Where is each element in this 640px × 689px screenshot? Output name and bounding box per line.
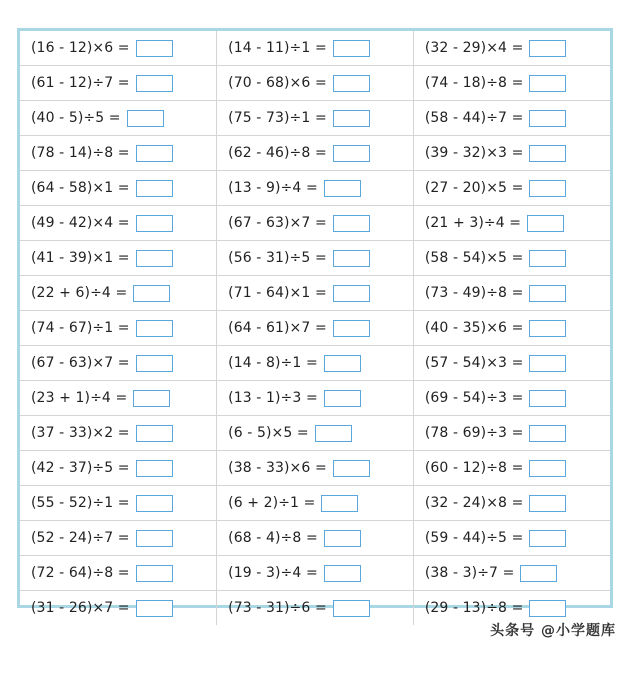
problem-cell (20, 416, 217, 451)
problem-expression: (67 - 63)×7 = (228, 215, 327, 231)
problem-cell (413, 276, 610, 311)
answer-box[interactable] (529, 145, 566, 162)
problem-expression: (70 - 68)×6 = (228, 75, 327, 91)
answer-box[interactable] (529, 600, 566, 617)
problem-cell (413, 346, 610, 381)
problem-cell (20, 451, 217, 486)
answer-box[interactable] (529, 460, 566, 477)
answer-box[interactable] (527, 215, 564, 232)
answer-box[interactable] (333, 460, 370, 477)
answer-box[interactable] (333, 110, 370, 127)
answer-box[interactable] (529, 75, 566, 92)
problem-cell (20, 31, 217, 66)
problem-expression: (32 - 24)×8 = (424, 495, 524, 511)
problem-expression: (56 - 31)÷5 = (228, 250, 327, 266)
problem-cell (217, 171, 414, 206)
answer-box[interactable] (529, 355, 566, 372)
answer-box[interactable] (136, 530, 173, 547)
problem-cell (20, 241, 217, 276)
problem-cell (20, 521, 217, 556)
problem-cell (20, 591, 217, 626)
answer-box[interactable] (333, 75, 370, 92)
answer-box[interactable] (136, 355, 173, 372)
answer-box[interactable] (136, 40, 173, 57)
problem-expression: (61 - 12)÷7 = (31, 75, 130, 91)
problem-expression: (73 - 31)÷6 = (228, 600, 327, 616)
problem-expression: (38 - 3)÷7 = (424, 565, 515, 581)
problem-cell (217, 31, 414, 66)
answer-box[interactable] (136, 565, 173, 582)
answer-box[interactable] (333, 285, 370, 302)
answer-box[interactable] (324, 565, 361, 582)
problem-cell (217, 311, 414, 346)
problem-expression: (41 - 39)×1 = (31, 250, 130, 266)
problem-expression: (78 - 69)÷3 = (424, 425, 524, 441)
problem-cell (217, 346, 414, 381)
problem-row (20, 416, 610, 451)
problem-expression: (13 - 1)÷3 = (228, 390, 318, 406)
problem-row (20, 346, 610, 381)
problem-expression: (67 - 63)×7 = (31, 355, 130, 371)
problem-expression: (23 + 1)÷4 = (31, 390, 128, 406)
answer-box[interactable] (136, 600, 173, 617)
problem-cell (20, 276, 217, 311)
answer-box[interactable] (133, 390, 170, 407)
answer-box[interactable] (324, 390, 361, 407)
problem-row (20, 171, 610, 206)
answer-box[interactable] (136, 425, 173, 442)
answer-box[interactable] (529, 320, 566, 337)
answer-box[interactable] (529, 530, 566, 547)
answer-box[interactable] (136, 145, 173, 162)
problem-row (20, 241, 610, 276)
problem-cell (217, 101, 414, 136)
problem-expression: (74 - 67)÷1 = (31, 320, 130, 336)
problem-cell (217, 416, 414, 451)
problem-cell (413, 136, 610, 171)
problem-row (20, 381, 610, 416)
footer-watermark: 头条号 @小学题库 (490, 623, 616, 639)
problem-cell (217, 241, 414, 276)
answer-box[interactable] (136, 495, 173, 512)
answer-box[interactable] (136, 320, 173, 337)
problem-cell (413, 101, 610, 136)
problem-expression: (6 + 2)÷1 = (228, 495, 316, 511)
problem-cell (413, 171, 610, 206)
problem-row (20, 451, 610, 486)
problem-expression: (73 - 49)÷8 = (424, 285, 524, 301)
problem-expression: (78 - 14)÷8 = (31, 145, 130, 161)
problem-cell (413, 521, 610, 556)
problem-expression: (64 - 61)×7 = (228, 320, 327, 336)
problem-row (20, 31, 610, 66)
problem-expression: (16 - 12)×6 = (31, 40, 130, 56)
problem-expression: (62 - 46)÷8 = (228, 145, 327, 161)
answer-box[interactable] (529, 285, 566, 302)
problem-cell (20, 311, 217, 346)
problem-row (20, 486, 610, 521)
problem-row (20, 136, 610, 171)
problem-expression: (60 - 12)÷8 = (424, 460, 524, 476)
problem-cell (217, 66, 414, 101)
problem-cell (20, 101, 217, 136)
answer-box[interactable] (136, 215, 173, 232)
answer-box[interactable] (136, 75, 173, 92)
answer-box[interactable] (529, 250, 566, 267)
problem-row (20, 276, 610, 311)
problem-cell (20, 206, 217, 241)
problem-cell (413, 416, 610, 451)
problem-expression: (27 - 20)×5 = (424, 180, 524, 196)
answer-box[interactable] (529, 110, 566, 127)
answer-box[interactable] (133, 285, 170, 302)
problem-expression: (38 - 33)×6 = (228, 460, 327, 476)
problem-expression: (49 - 42)×4 = (31, 215, 130, 231)
problem-expression: (55 - 52)÷1 = (31, 495, 130, 511)
problem-expression: (58 - 44)÷7 = (424, 110, 524, 126)
problem-cell (217, 486, 414, 521)
problem-cell (217, 381, 414, 416)
problem-cell (413, 311, 610, 346)
problem-row (20, 66, 610, 101)
problem-cell (413, 66, 610, 101)
worksheet-frame (17, 28, 613, 616)
problem-expression: (74 - 18)÷8 = (424, 75, 524, 91)
problem-expression: (19 - 3)÷4 = (228, 565, 318, 581)
answer-box[interactable] (529, 495, 566, 512)
problem-cell (217, 556, 414, 591)
answer-box[interactable] (333, 40, 370, 57)
answer-box[interactable] (324, 355, 361, 372)
problem-expression: (21 + 3)÷4 = (424, 215, 522, 231)
problem-cell (20, 381, 217, 416)
problem-cell (413, 451, 610, 486)
answer-box[interactable] (333, 250, 370, 267)
problem-expression: (64 - 58)×1 = (31, 180, 130, 196)
problem-cell (413, 381, 610, 416)
problem-cell (20, 171, 217, 206)
problem-cell (413, 556, 610, 591)
problem-expression: (13 - 9)÷4 = (228, 180, 318, 196)
problem-cell (217, 136, 414, 171)
problem-cell (413, 31, 610, 66)
answer-box[interactable] (333, 600, 370, 617)
worksheet-table (20, 31, 610, 625)
answer-box[interactable] (333, 215, 370, 232)
problem-cell (217, 451, 414, 486)
answer-box[interactable] (520, 565, 557, 582)
problem-row (20, 101, 610, 136)
problem-expression: (59 - 44)÷5 = (424, 530, 524, 546)
problem-expression: (40 - 5)÷5 = (31, 110, 121, 126)
answer-box[interactable] (127, 110, 164, 127)
answer-box[interactable] (136, 250, 173, 267)
problem-row (20, 556, 610, 591)
problem-cell (413, 241, 610, 276)
problem-expression: (39 - 32)×3 = (424, 145, 524, 161)
problem-expression: (40 - 35)×6 = (424, 320, 524, 336)
answer-box[interactable] (529, 180, 566, 197)
problem-expression: (31 - 26)×7 = (31, 600, 130, 616)
problem-expression: (32 - 29)×4 = (424, 40, 524, 56)
problem-expression: (58 - 54)×5 = (424, 250, 524, 266)
problem-cell (217, 276, 414, 311)
answer-box[interactable] (529, 390, 566, 407)
problem-expression: (52 - 24)÷7 = (31, 530, 130, 546)
problem-expression: (72 - 64)÷8 = (31, 565, 130, 581)
answer-box[interactable] (333, 145, 370, 162)
problem-cell (217, 206, 414, 241)
problem-row (20, 206, 610, 241)
answer-box[interactable] (529, 40, 566, 57)
problem-cell (217, 591, 414, 626)
problem-expression: (14 - 11)÷1 = (228, 40, 327, 56)
problem-row (20, 521, 610, 556)
problem-cell (413, 486, 610, 521)
answer-box[interactable] (136, 460, 173, 477)
problem-cell (20, 136, 217, 171)
problem-cell (20, 66, 217, 101)
answer-box[interactable] (529, 425, 566, 442)
answer-box[interactable] (324, 530, 361, 547)
answer-box[interactable] (315, 425, 352, 442)
problem-expression: (6 - 5)×5 = (228, 425, 309, 441)
answer-box[interactable] (136, 180, 173, 197)
problem-expression: (29 - 13)÷8 = (424, 600, 524, 616)
problem-expression: (69 - 54)÷3 = (424, 390, 524, 406)
problem-cell (20, 556, 217, 591)
answer-box[interactable] (333, 320, 370, 337)
problem-expression: (37 - 33)×2 = (31, 425, 130, 441)
problem-expression: (71 - 64)×1 = (228, 285, 327, 301)
answer-box[interactable] (324, 180, 361, 197)
problem-expression: (75 - 73)÷1 = (228, 110, 327, 126)
problem-cell (20, 486, 217, 521)
problem-expression: (22 + 6)÷4 = (31, 285, 128, 301)
problem-expression: (14 - 8)÷1 = (228, 355, 318, 371)
problem-cell (217, 521, 414, 556)
worksheet-body (20, 31, 610, 625)
problem-row (20, 311, 610, 346)
problem-cell (413, 206, 610, 241)
answer-box[interactable] (321, 495, 358, 512)
problem-expression: (57 - 54)×3 = (424, 355, 524, 371)
problem-cell (20, 346, 217, 381)
problem-expression: (68 - 4)÷8 = (228, 530, 318, 546)
problem-expression: (42 - 37)÷5 = (31, 460, 130, 476)
